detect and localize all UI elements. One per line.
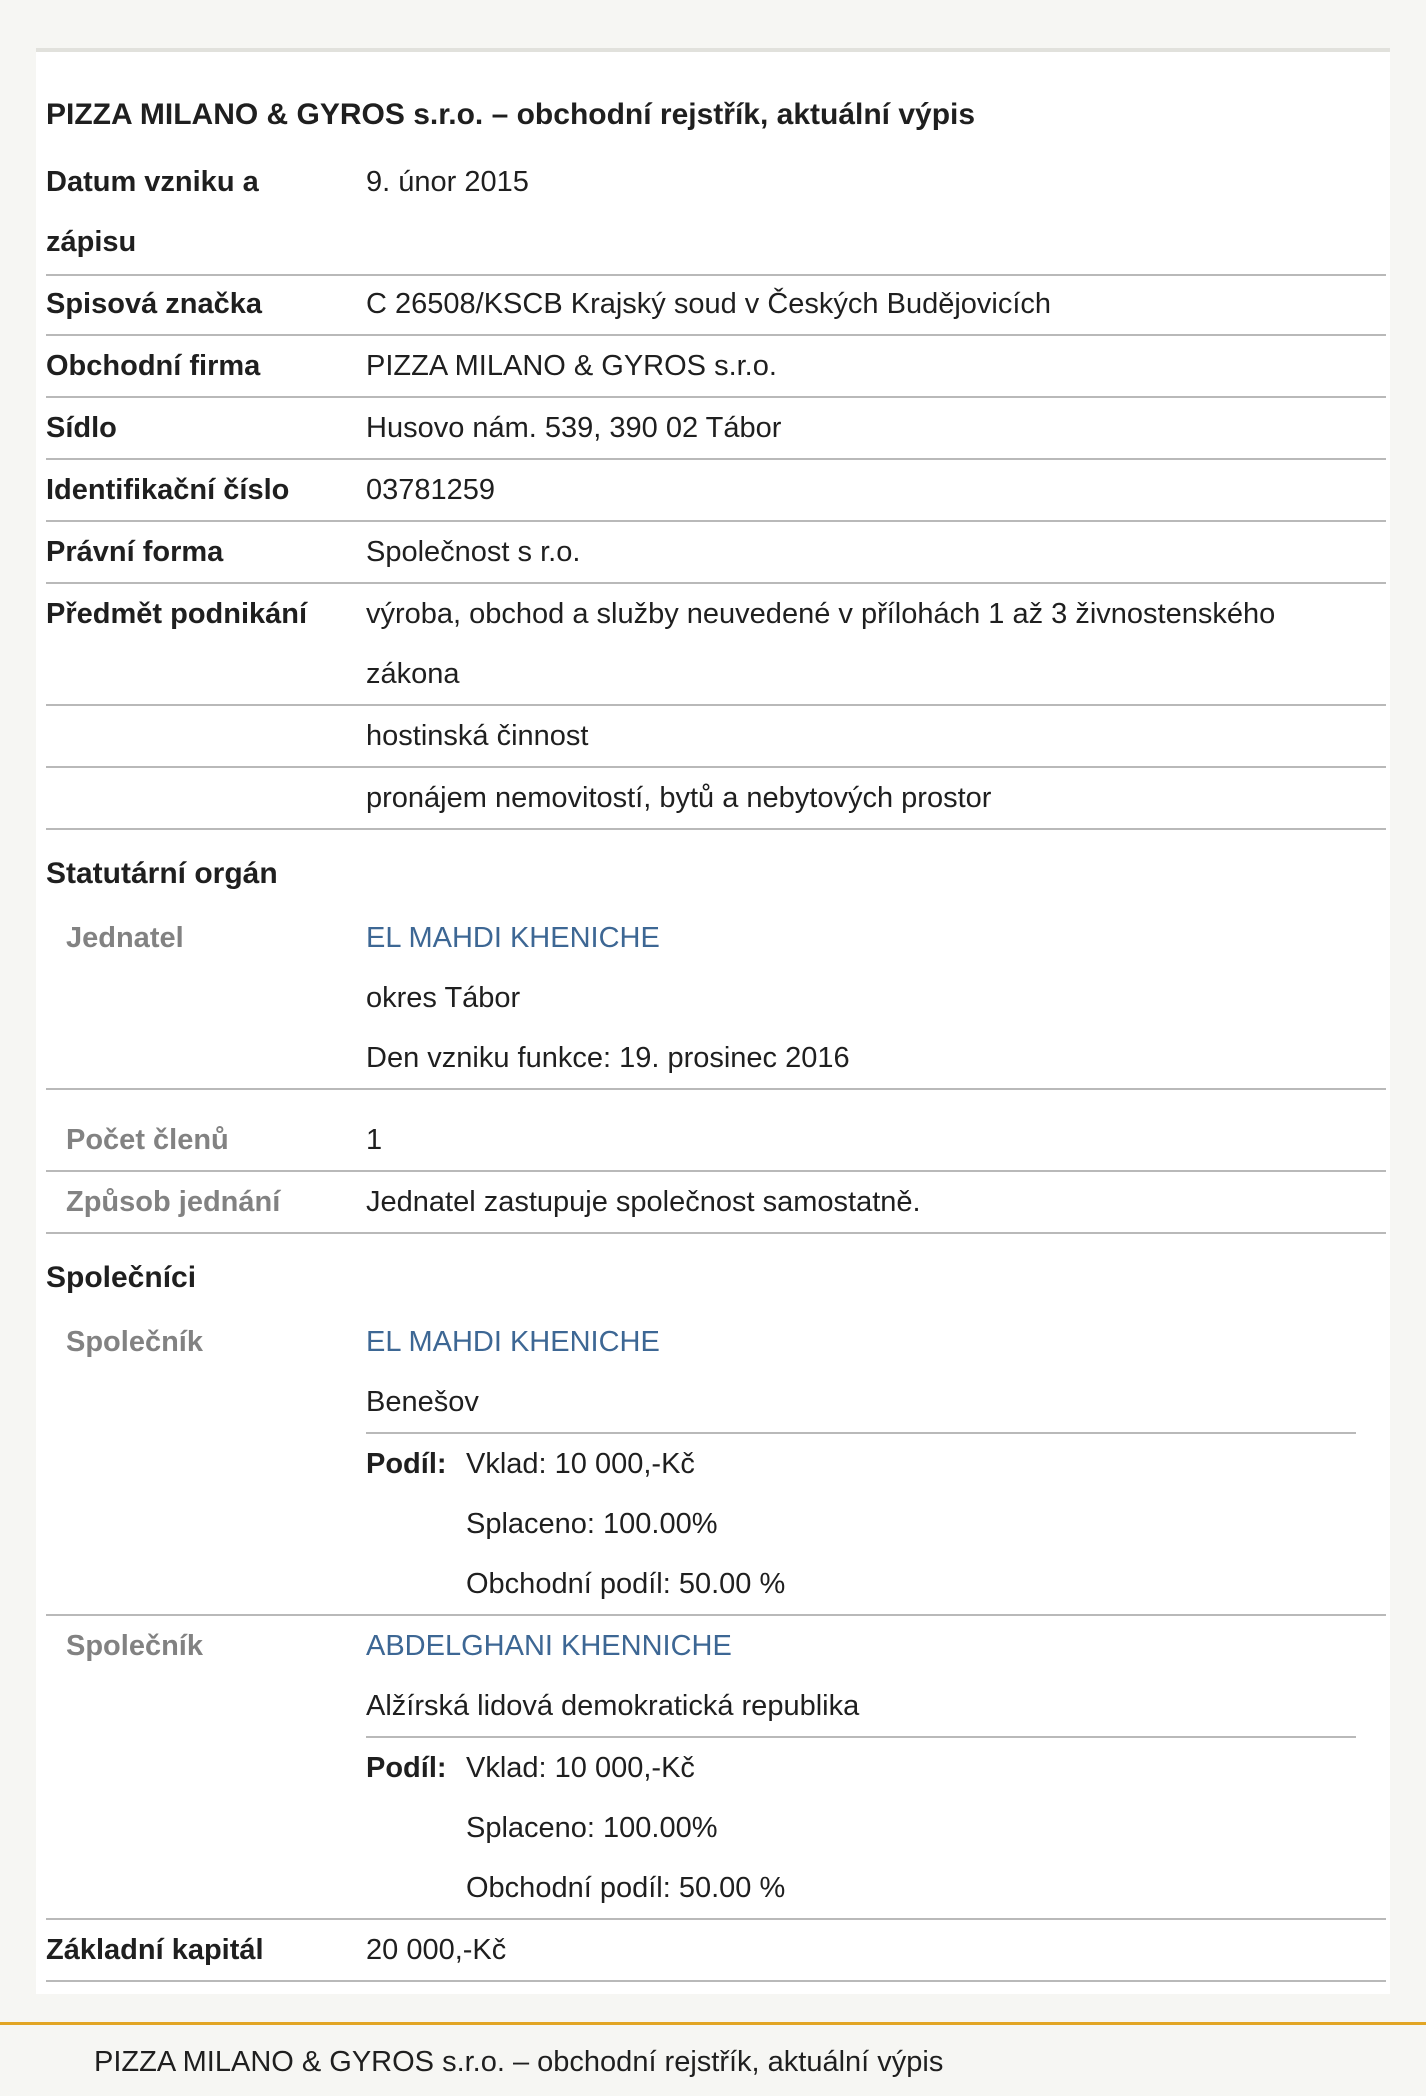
page-title: PIZZA MILANO & GYROS s.r.o. – obchodní rejstřík, aktuální výpis [46, 98, 976, 131]
value-spolecnik-2 [366, 1616, 859, 1736]
label-identifikacni-cislo: Identifikační číslo [46, 474, 290, 506]
value-pocet-clenu: 1 [366, 1124, 383, 1156]
value-datum-vzniku: 9. únor 2015 [366, 166, 529, 198]
spolecnik-1-place: Benešov [366, 1386, 479, 1418]
label-spolecnik-1: Společník [66, 1326, 203, 1358]
row-identifikacni-cislo [46, 460, 1386, 522]
jednatel-place: okres Tábor [366, 982, 521, 1014]
value-spolecnik-1 [366, 1312, 660, 1432]
row-obchodni-firma [46, 336, 1386, 398]
label-obchodni-firma: Obchodní firma [46, 350, 261, 382]
jednatel-name-link[interactable]: EL MAHDI KHENICHE [366, 922, 660, 954]
label-jednatel: Jednatel [66, 922, 184, 954]
row-zpusob-jednani [46, 1172, 1386, 1234]
obchodni-podil-1: Obchodní podíl: 50.00 % [466, 1568, 786, 1600]
value-zakladni-kapital: 20 000,-Kč [366, 1934, 507, 1966]
label-sidlo: Sídlo [46, 412, 117, 444]
value-predmet-item-2: hostinská činnost [366, 720, 589, 752]
vklad-1: Vklad: 10 000,-Kč [466, 1448, 695, 1480]
splaceno-1: Splaceno: 100.00% [466, 1508, 718, 1540]
row-predmet-podnikani [46, 584, 1386, 706]
value-predmet-item-1: výroba, obchod a služby neuvedené v přílohách 1 až 3 živnostenského zákona [366, 598, 1276, 690]
row-pravni-forma [46, 522, 1386, 584]
label-pocet-clenu: Počet členů [66, 1124, 229, 1156]
row-zakladni-kapital [46, 1920, 1386, 1982]
section-spolecnici: Společníci [46, 1261, 197, 1294]
podil-label-2: Podíl: [366, 1752, 447, 1784]
jednatel-since: Den vzniku funkce: 19. prosinec 2016 [366, 1042, 850, 1074]
row-pocet-clenu [46, 1110, 1386, 1172]
row-predmet-item-2 [46, 706, 1386, 768]
label-zakladni-kapital: Základní kapitál [46, 1934, 264, 1966]
spolecnik-1-name-link[interactable]: EL MAHDI KHENICHE [366, 1326, 660, 1358]
label-predmet-podnikani: Předmět podnikání [46, 598, 308, 630]
row-jednatel [46, 908, 1386, 1090]
label-datum-vzniku: Datum vzniku a zápisu [46, 166, 259, 258]
row-datum-vzniku [46, 152, 1386, 276]
label-zpusob-jednani: Způsob jednání [66, 1186, 281, 1218]
value-zpusob-jednani: Jednatel zastupuje společnost samostatně. [366, 1186, 921, 1218]
value-jednatel [366, 908, 850, 1088]
footer-title: PIZZA MILANO & GYROS s.r.o. – obchodní rejstřík, aktuální výpis [94, 2046, 944, 2078]
podil-values-2 [466, 1738, 785, 1918]
row-sidlo [46, 398, 1386, 460]
row-spisova-znacka [46, 274, 1386, 336]
splaceno-2: Splaceno: 100.00% [466, 1812, 718, 1844]
footer-divider [0, 2022, 1426, 2025]
value-pravni-forma: Společnost s r.o. [366, 536, 581, 568]
obchodni-podil-2: Obchodní podíl: 50.00 % [466, 1872, 786, 1904]
podil-values-1 [466, 1434, 785, 1614]
spolecnik-2-place: Alžírská lidová demokratická republika [366, 1690, 860, 1722]
label-pravni-forma: Právní forma [46, 536, 224, 568]
podil-label-1: Podíl: [366, 1448, 447, 1480]
value-predmet-item-3: pronájem nemovitostí, bytů a nebytových prostor [366, 782, 992, 814]
section-statutarni-organ: Statutární orgán [46, 857, 278, 890]
vklad-2: Vklad: 10 000,-Kč [466, 1752, 695, 1784]
label-spisova-znacka: Spisová značka [46, 288, 262, 320]
spolecnik-2-name-link[interactable]: ABDELGHANI KHENNICHE [366, 1630, 732, 1662]
value-spisova-znacka: C 26508/KSCB Krajský soud v Českých Budějovicích [366, 288, 1052, 320]
value-obchodni-firma: PIZZA MILANO & GYROS s.r.o. [366, 350, 777, 382]
value-sidlo: Husovo nám. 539, 390 02 Tábor [366, 412, 782, 444]
value-identifikacni-cislo: 03781259 [366, 474, 496, 506]
row-predmet-item-3 [46, 768, 1386, 830]
label-spolecnik-2: Společník [66, 1630, 203, 1662]
